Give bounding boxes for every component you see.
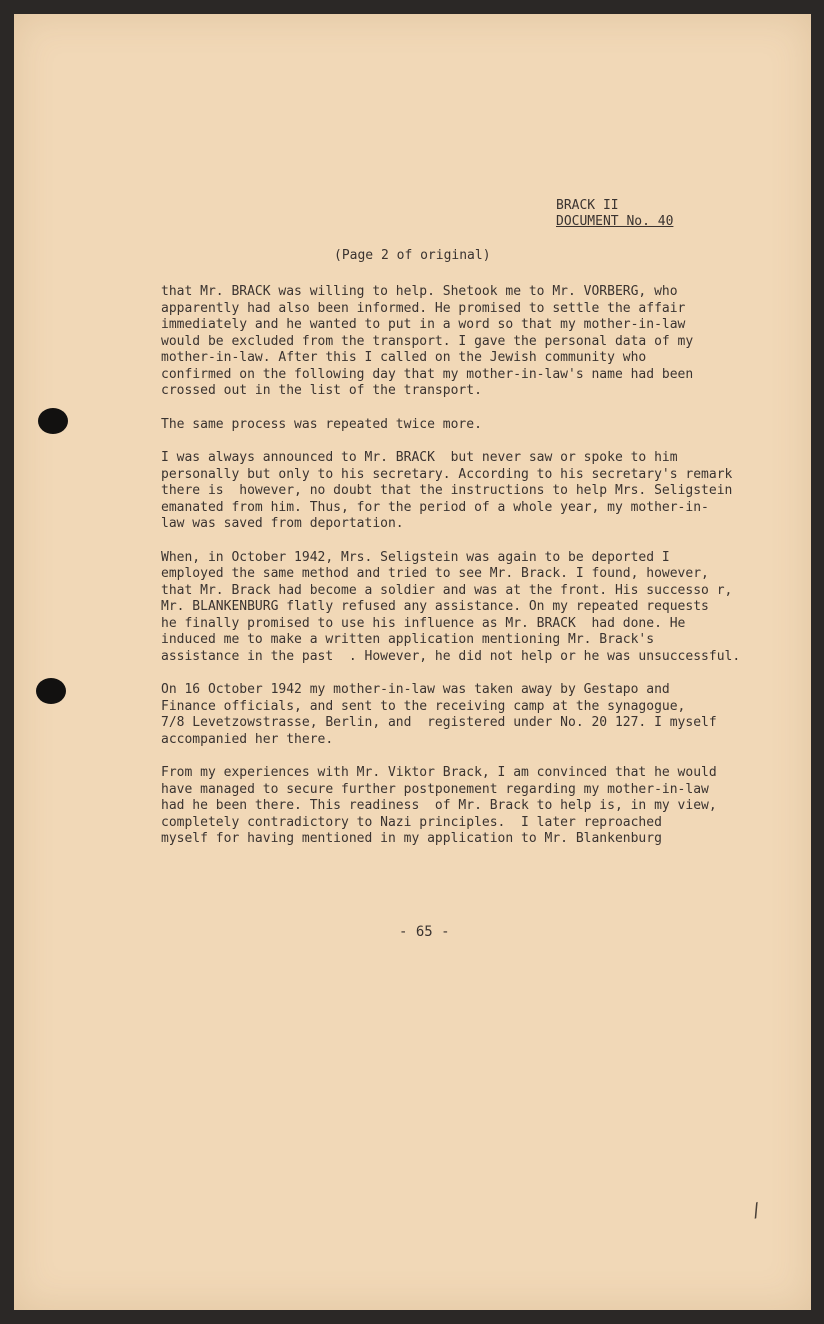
page-of-original-note: (Page 2 of original): [334, 248, 491, 263]
punch-hole: [36, 678, 66, 704]
paragraph: I was always announced to Mr. BRACK but never saw or spoke to him personally but only to his secretary. According to his secretary's remark there is however, no doubt that the instructions to help Mrs. Seligstein emanated from him. Thus, for the period of a whole year, my mother-in- law was saved from deportation.: [161, 450, 733, 531]
paragraph: The same process was repeated twice more.: [161, 416, 482, 432]
document-title: BRACK II: [556, 198, 619, 213]
page-number: - 65 -: [399, 924, 450, 940]
punch-hole: [38, 408, 68, 434]
paragraph: On 16 October 1942 my mother-in-law was taken away by Gestapo and Finance officials, and sent to the receiving camp at the synagogue, 7/8 Levetzowstrasse, Berlin, and registered under No. 20 127. I myself accompanied her there.: [161, 682, 717, 747]
document-page: [14, 14, 811, 1310]
paragraph: that Mr. BRACK was willing to help. Shetook me to Mr. VORBERG, who apparently had also been informed. He promised to settle the affair immediately and he wanted to put in a word so that my mother-in-law would be excluded from the transport. I gave the personal data of my mother-in-law. After this I called on the Jewish community who confirmed on the following day that my mother-in-law's name had been crossed out in the list of the transport.: [161, 284, 694, 398]
paragraph: From my experiences with Mr. Viktor Brack, I am convinced that he would have managed to secure further postponement regarding my mother-in-law had he been there. This readiness of Mr. Brack to help is, in my view, completely contradictory to Nazi principles. I later reproached myself for having mentioned in my application to Mr. Blankenburg: [161, 765, 717, 846]
document-body: [161, 284, 776, 865]
document-number: DOCUMENT No. 40: [556, 214, 674, 229]
paragraph: When, in October 1942, Mrs. Seligstein was again to be deported I employed the same method and tried to see Mr. Brack. I found, however, that Mr. Brack had become a soldier and was at the front. His successo r, Mr. BLANKENBURG flatly refused any assistance. On my repeated requests he finally promised to use his influence as Mr. BRACK had done. He induced me to make a written application mentioning Mr. Brack's assistance in the past . However, he did not help or he was unsuccessful.: [161, 549, 741, 664]
document-header: [556, 198, 673, 230]
pencil-mark: /: [747, 1198, 766, 1223]
